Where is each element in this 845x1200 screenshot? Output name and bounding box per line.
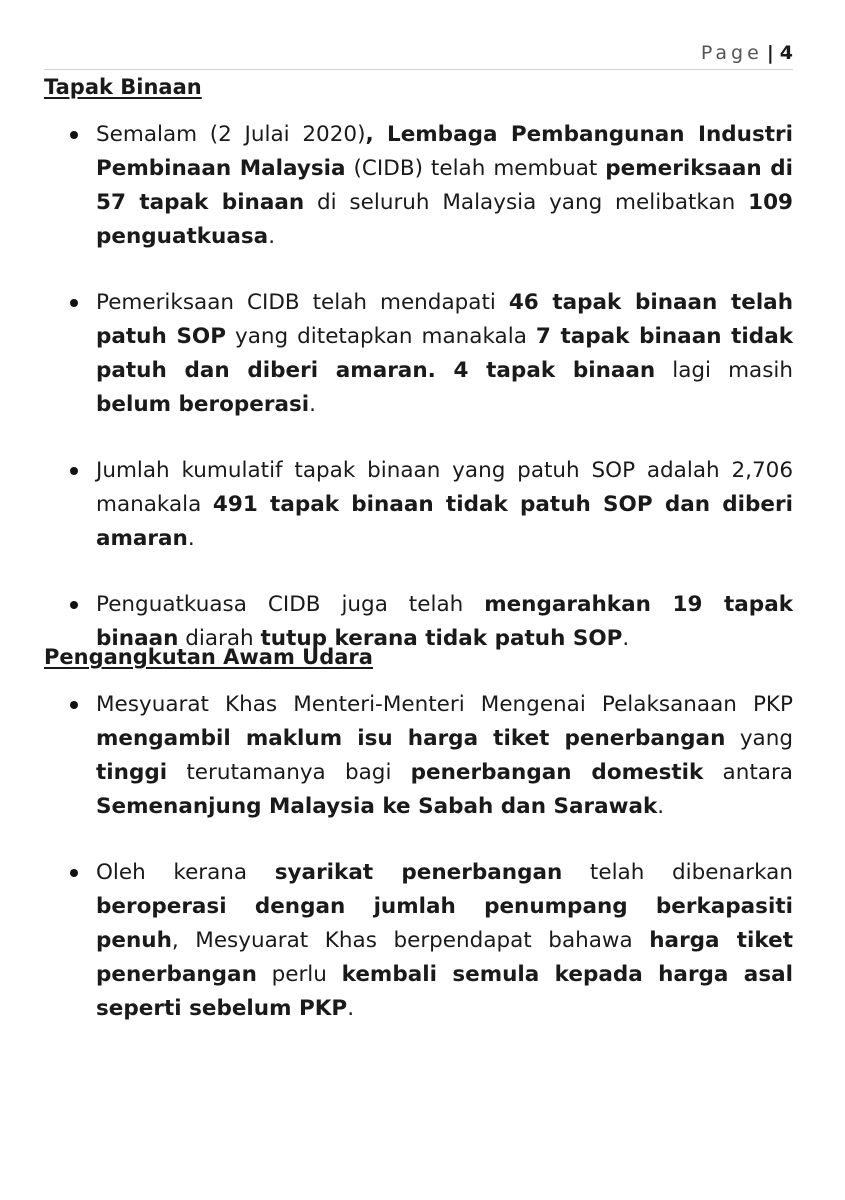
- text-run: (CIDB) telah membuat: [345, 156, 606, 181]
- page-label: Page: [700, 42, 763, 64]
- bullet-item: [44, 454, 793, 556]
- text-run: lagi masih: [655, 358, 793, 383]
- section-heading: Tapak Binaan: [44, 75, 202, 99]
- header-divider: [44, 69, 793, 70]
- bullet-item: [44, 688, 793, 824]
- bullet-item: [44, 118, 793, 254]
- bullet-item: [44, 856, 793, 1026]
- bold-text: pemeriksaan di 57 tapak binaan: [96, 156, 794, 215]
- bold-text: belum beroperasi: [96, 392, 310, 417]
- bold-text: kembali semula kepada harga asal seperti sebelum PKP: [96, 962, 793, 1021]
- text-run: .: [347, 996, 355, 1021]
- text-run: .: [622, 626, 630, 651]
- bold-text: 491 tapak binaan tidak patuh SOP dan diberi amaran: [96, 492, 793, 551]
- text-run: antara: [703, 760, 793, 785]
- text-run: yang: [725, 726, 793, 751]
- text-run: perlu: [256, 962, 342, 987]
- page-separator: |: [766, 42, 774, 64]
- bold-text: penerbangan domestik: [410, 760, 704, 785]
- bold-text: 109 penguatkuasa: [96, 190, 793, 249]
- text-run: terutamanya bagi: [167, 760, 411, 785]
- text-run: Pemeriksaan CIDB telah mendapati: [96, 290, 509, 315]
- text-run: Oleh kerana: [96, 860, 275, 885]
- bold-text: beroperasi dengan jumlah penumpang berkapasiti penuh: [96, 894, 793, 953]
- text-run: telah dibenarkan: [562, 860, 793, 885]
- bold-text: 46 tapak binaan telah patuh SOP: [96, 290, 793, 349]
- bold-text: , Lembaga Pembangunan Industri Pembinaan Malaysia: [96, 122, 793, 181]
- bold-text: mengarahkan 19 tapak binaan: [96, 592, 793, 651]
- text-run: Penguatkuasa CIDB juga telah: [96, 592, 485, 617]
- text-run: diarah: [178, 626, 261, 651]
- text-run: Semalam (2 Julai 2020): [96, 122, 366, 147]
- page-header: [701, 42, 793, 64]
- bold-text: tinggi: [96, 760, 168, 785]
- text-run: .: [187, 526, 195, 551]
- text-run: , Mesyuarat Khas berpendapat bahawa: [171, 928, 650, 953]
- page-number: 4: [779, 42, 793, 64]
- text-run: .: [309, 392, 316, 417]
- bold-text: tutup kerana tidak patuh SOP: [260, 626, 623, 651]
- bold-text: harga tiket penerbangan: [96, 928, 794, 987]
- bullet-list: [44, 118, 793, 656]
- text-run: .: [268, 224, 276, 249]
- bullet-item: [44, 286, 793, 422]
- text-run: Jumlah kumulatif tapak binaan yang patuh SOP adalah 2,706 manakala: [96, 458, 793, 517]
- bold-text: mengambil maklum isu harga tiket penerbangan: [96, 726, 726, 751]
- section-heading: Pengangkutan Awam Udara: [44, 645, 373, 669]
- bold-text: syarikat penerbangan: [274, 860, 563, 885]
- bold-text: Semenanjung Malaysia ke Sabah dan Sarawak: [96, 794, 658, 819]
- text-run: .: [657, 794, 665, 819]
- bold-text: 7 tapak binaan tidak patuh dan diberi amaran. 4 tapak binaan: [96, 324, 794, 383]
- text-run: di seluruh Malaysia yang melibatkan: [304, 190, 749, 215]
- section-tapak-binaan: [44, 72, 793, 656]
- text-run: Mesyuarat Khas Menteri-Menteri Mengenai Pelaksanaan PKP: [96, 692, 793, 717]
- section-pengangkutan-awam-udara: [44, 642, 793, 1026]
- text-run: yang ditetapkan manakala: [225, 324, 536, 349]
- bullet-list: [44, 688, 793, 1026]
